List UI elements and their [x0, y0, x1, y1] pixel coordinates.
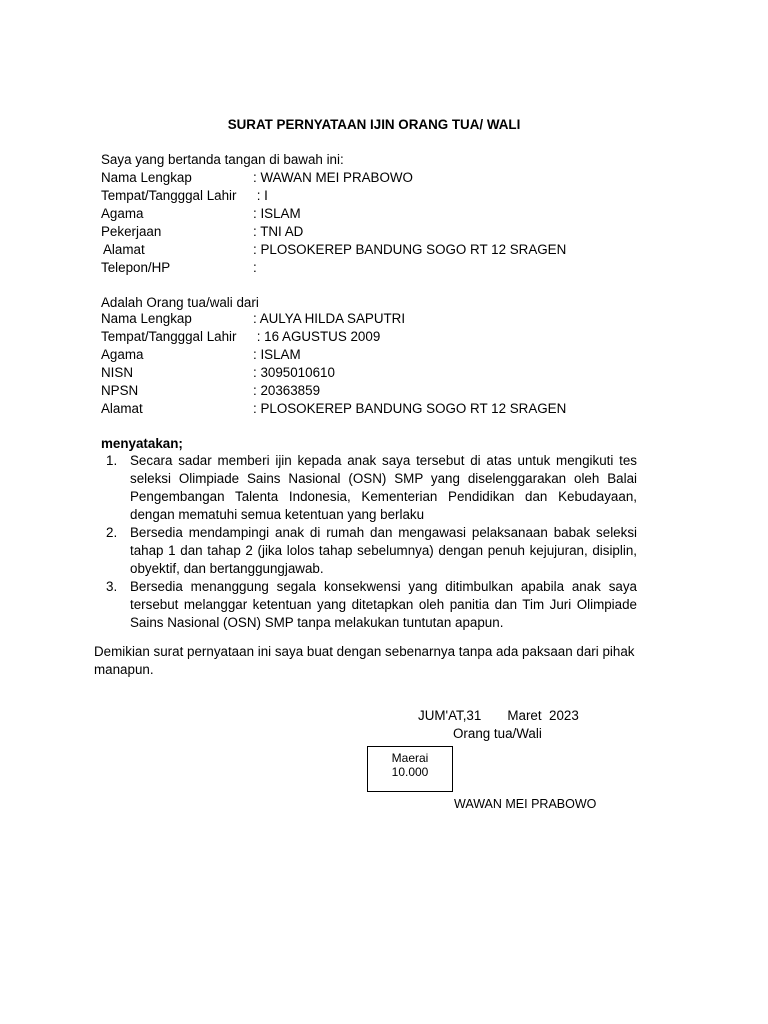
child-birth-label: Tempat/Tangggal Lahir [101, 329, 237, 344]
parent-address-value: : PLOSOKEREP BANDUNG SOGO RT 12 SRAGEN [253, 242, 567, 257]
statement-text: Secara sadar memberi ijin kepada anak saya tersebut di atas untuk mengikuti tes seleksi Olimpiade Sains Nasional (OSN) SMP yang diselenggarakan oleh Balai Pengembangan Talenta Indonesia, Kementerian Pendidikan dan Kebudayaan, dengan mematuhi semua ketentuan yang berlaku [130, 453, 637, 522]
parent-name-value: : WAWAN MEI PRABOWO [253, 170, 413, 185]
signature-date: JUM'AT,31 Maret 2023 [418, 708, 579, 723]
statement-text: Bersedia mendampingi anak di rumah dan mengawasi pelaksanaan babak seleksi tahap 1 dan tahap 2 (jika lolos tahap sebelumnya) dengan penuh kejujuran, disiplin, obyektif, dan bertanggungjawab. [130, 525, 637, 576]
child-nisn-label: NISN [101, 365, 133, 380]
statement-item [101, 578, 637, 632]
intro-text: Saya yang bertanda tangan di bawah ini: [101, 152, 344, 167]
child-address-label: Alamat [101, 401, 143, 416]
statement-text: Bersedia menanggung segala konsekwensi yang ditimbulkan apabila anak saya tersebut melanggar ketentuan yang ditetapkan oleh panitia dan Tim Juri Olimpiade Sains Nasional (OSN) SMP tanpa melakukan tuntutan apapun. [130, 579, 637, 630]
statement-list [101, 452, 637, 632]
child-religion-value: : ISLAM [253, 347, 301, 362]
stamp-box [367, 746, 453, 792]
parent-job-value: : TNI AD [253, 224, 304, 239]
statement-number: 3. [106, 579, 118, 594]
child-intro-text: Adalah Orang tua/wali dari [101, 295, 259, 310]
parent-job-label: Pekerjaan [101, 224, 162, 239]
child-name-value: : AULYA HILDA SAPUTRI [253, 311, 406, 326]
parent-phone-label: Telepon/HP [101, 260, 171, 275]
statement-number: 1. [106, 453, 118, 468]
parent-religion-value: : ISLAM [253, 206, 301, 221]
child-birth-value: : 16 AGUSTUS 2009 [253, 329, 381, 344]
statement-item [101, 524, 637, 578]
stamp-line-1: Maerai [391, 751, 429, 765]
stamp-line-2: 10.000 [391, 765, 429, 779]
child-nisn-value: : 3095010610 [253, 365, 335, 380]
child-name-label: Nama Lengkap [101, 311, 192, 326]
parent-name-label: Nama Lengkap [101, 170, 192, 185]
child-religion-label: Agama [101, 347, 144, 362]
signer-name: WAWAN MEI PRABOWO [454, 797, 597, 811]
declaration-heading: menyatakan; [101, 436, 183, 451]
statement-number: 2. [106, 525, 118, 540]
statement-item [101, 452, 637, 524]
child-address-value: : PLOSOKEREP BANDUNG SOGO RT 12 SRAGEN [253, 401, 567, 416]
closing-paragraph: Demikian surat pernyataan ini saya buat dengan sebenarnya tanpa ada paksaan dari pihak manapun. [94, 644, 635, 677]
signature-role: Orang tua/Wali [453, 726, 542, 741]
child-npsn-value: : 20363859 [253, 383, 321, 398]
parent-birth-value: : I [253, 188, 268, 203]
parent-phone-value: : [253, 260, 257, 275]
parent-birth-label: Tempat/Tangggal Lahir [101, 188, 237, 203]
parent-address-label: Alamat [103, 242, 145, 257]
document-title: SURAT PERNYATAAN IJIN ORANG TUA/ WALI [227, 117, 521, 132]
child-npsn-label: NPSN [101, 383, 139, 398]
parent-religion-label: Agama [101, 206, 144, 221]
